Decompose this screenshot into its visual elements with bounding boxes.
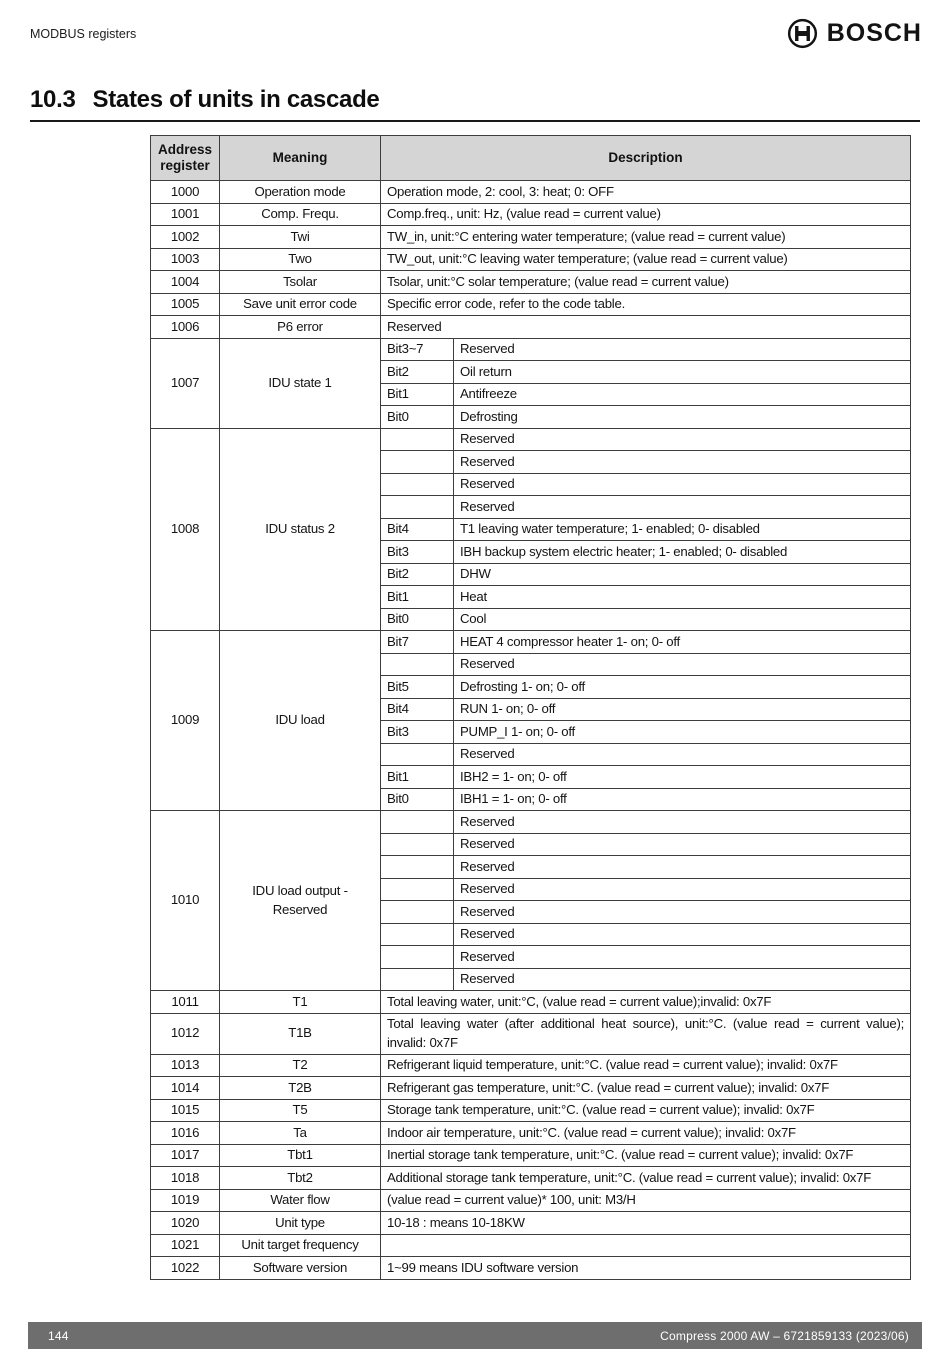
- bit-description-cell: Cool: [454, 608, 911, 631]
- bit-description-cell: Reserved: [454, 856, 911, 879]
- brand-logo: [787, 18, 922, 49]
- bit-label-cell: [381, 451, 454, 474]
- address-cell: 1007: [151, 338, 220, 428]
- table-row: [151, 1234, 911, 1257]
- table-row: [151, 1122, 911, 1145]
- table-row: [151, 811, 911, 834]
- meaning-cell: Ta: [220, 1122, 381, 1145]
- address-cell: 1012: [151, 1013, 220, 1054]
- table-row: [151, 991, 911, 1014]
- bit-description-cell: Reserved: [454, 811, 911, 834]
- bit-label-cell: Bit0: [381, 406, 454, 429]
- bit-label-cell: [381, 653, 454, 676]
- description-cell: 10-18 : means 10-18KW: [381, 1212, 911, 1235]
- description-cell: Comp.freq., unit: Hz, (value read = current value): [381, 203, 911, 226]
- bit-description-cell: Oil return: [454, 361, 911, 384]
- bit-label-cell: Bit1: [381, 766, 454, 789]
- address-cell: 1004: [151, 271, 220, 294]
- bit-label-cell: Bit2: [381, 361, 454, 384]
- description-cell: TW_in, unit:°C entering water temperature; (value read = current value): [381, 226, 911, 249]
- meaning-cell: Two: [220, 248, 381, 271]
- bit-label-cell: [381, 856, 454, 879]
- bit-label-cell: [381, 428, 454, 451]
- address-cell: 1020: [151, 1212, 220, 1235]
- column-header-meaning: Meaning: [220, 136, 381, 181]
- meaning-cell: Comp. Frequ.: [220, 203, 381, 226]
- table-row: [151, 293, 911, 316]
- bit-label-cell: [381, 833, 454, 856]
- bit-description-cell: RUN 1- on; 0- off: [454, 698, 911, 721]
- address-cell: 1005: [151, 293, 220, 316]
- address-cell: 1017: [151, 1144, 220, 1167]
- section-title-text: States of units in cascade: [92, 86, 380, 113]
- table-row: [151, 631, 911, 654]
- running-header-label: MODBUS registers: [30, 27, 137, 41]
- table-header: [151, 136, 911, 181]
- bit-label-cell: Bit3~7: [381, 338, 454, 361]
- description-cell: [381, 1234, 911, 1257]
- description-cell: Tsolar, unit:°C solar temperature; (value read = current value): [381, 271, 911, 294]
- bit-description-cell: Reserved: [454, 901, 911, 924]
- bit-description-cell: Reserved: [454, 451, 911, 474]
- meaning-cell: IDU status 2: [220, 428, 381, 631]
- doc-reference: Compress 2000 AW – 6721859133 (2023/06): [660, 1328, 909, 1343]
- bit-label-cell: [381, 878, 454, 901]
- bit-description-cell: Heat: [454, 586, 911, 609]
- bit-label-cell: Bit0: [381, 788, 454, 811]
- table-row: [151, 1013, 911, 1054]
- bit-description-cell: Reserved: [454, 743, 911, 766]
- section-number: 10.3: [30, 86, 76, 113]
- description-cell: Refrigerant liquid temperature, unit:°C. (value read = current value); invalid: 0x7F: [381, 1054, 911, 1077]
- description-cell: Total leaving water (after additional heat source), unit:°C. (value read = current value); invalid: 0x7F: [381, 1013, 911, 1054]
- bit-description-cell: T1 leaving water temperature; 1- enabled; 0- disabled: [454, 518, 911, 541]
- table-row: [151, 248, 911, 271]
- bit-description-cell: Reserved: [454, 338, 911, 361]
- page-number: 144: [48, 1328, 69, 1343]
- bit-description-cell: PUMP_I 1- on; 0- off: [454, 721, 911, 744]
- address-cell: 1016: [151, 1122, 220, 1145]
- bit-label-cell: Bit0: [381, 608, 454, 631]
- address-cell: 1015: [151, 1099, 220, 1122]
- bit-label-cell: [381, 811, 454, 834]
- column-header-description: Description: [381, 136, 911, 181]
- meaning-cell: IDU load: [220, 631, 381, 811]
- meaning-cell: T2: [220, 1054, 381, 1077]
- bit-label-cell: [381, 743, 454, 766]
- bit-label-cell: Bit5: [381, 676, 454, 699]
- description-cell: Refrigerant gas temperature, unit:°C. (value read = current value); invalid: 0x7F: [381, 1077, 911, 1100]
- bosch-armature-icon: [787, 18, 818, 49]
- meaning-cell: Water flow: [220, 1189, 381, 1212]
- table-row: [151, 1257, 911, 1280]
- page-footer: [28, 1322, 922, 1349]
- description-cell: TW_out, unit:°C leaving water temperature; (value read = current value): [381, 248, 911, 271]
- address-cell: 1001: [151, 203, 220, 226]
- bit-description-cell: Antifreeze: [454, 383, 911, 406]
- bit-label-cell: [381, 496, 454, 519]
- bit-description-cell: Reserved: [454, 653, 911, 676]
- description-cell: Storage tank temperature, unit:°C. (value read = current value); invalid: 0x7F: [381, 1099, 911, 1122]
- description-cell: Operation mode, 2: cool, 3: heat; 0: OFF: [381, 181, 911, 204]
- bit-description-cell: IBH2 = 1- on; 0- off: [454, 766, 911, 789]
- meaning-cell: IDU load output - Reserved: [220, 811, 381, 991]
- meaning-cell: P6 error: [220, 316, 381, 339]
- bit-description-cell: Reserved: [454, 923, 911, 946]
- bit-label-cell: [381, 923, 454, 946]
- meaning-cell: Tsolar: [220, 271, 381, 294]
- table-row: [151, 181, 911, 204]
- meaning-cell: Unit type: [220, 1212, 381, 1235]
- bit-description-cell: Defrosting 1- on; 0- off: [454, 676, 911, 699]
- description-cell: Indoor air temperature, unit:°C. (value read = current value); invalid: 0x7F: [381, 1122, 911, 1145]
- bit-label-cell: [381, 968, 454, 991]
- address-cell: 1021: [151, 1234, 220, 1257]
- address-cell: 1002: [151, 226, 220, 249]
- meaning-cell: T1B: [220, 1013, 381, 1054]
- table-row: [151, 1054, 911, 1077]
- table-row: [151, 1212, 911, 1235]
- brand-name: BOSCH: [826, 19, 922, 47]
- bit-label-cell: Bit3: [381, 541, 454, 564]
- table-row: [151, 316, 911, 339]
- bit-description-cell: Reserved: [454, 968, 911, 991]
- bit-description-cell: IBH backup system electric heater; 1- enabled; 0- disabled: [454, 541, 911, 564]
- address-cell: 1009: [151, 631, 220, 811]
- table-row: [151, 203, 911, 226]
- description-cell: (value read = current value)* 100, unit: M3/H: [381, 1189, 911, 1212]
- address-cell: 1011: [151, 991, 220, 1014]
- bit-description-cell: Defrosting: [454, 406, 911, 429]
- address-cell: 1018: [151, 1167, 220, 1190]
- description-cell: Total leaving water, unit:°C, (value read = current value);invalid: 0x7F: [381, 991, 911, 1014]
- modbus-register-table: [150, 135, 911, 1280]
- bit-label-cell: Bit4: [381, 698, 454, 721]
- description-cell: Specific error code, refer to the code table.: [381, 293, 911, 316]
- meaning-cell: T1: [220, 991, 381, 1014]
- bit-label-cell: [381, 946, 454, 969]
- bit-description-cell: Reserved: [454, 428, 911, 451]
- bit-label-cell: Bit3: [381, 721, 454, 744]
- table-row: [151, 271, 911, 294]
- meaning-cell: T5: [220, 1099, 381, 1122]
- description-cell: Inertial storage tank temperature, unit:°C. (value read = current value); invalid: 0x7F: [381, 1144, 911, 1167]
- address-cell: 1006: [151, 316, 220, 339]
- table-header-row: [151, 136, 911, 181]
- table-row: [151, 1144, 911, 1167]
- title-rule: [30, 120, 920, 122]
- table-row: [151, 338, 911, 361]
- bit-description-cell: Reserved: [454, 496, 911, 519]
- bit-label-cell: Bit2: [381, 563, 454, 586]
- bit-label-cell: Bit1: [381, 383, 454, 406]
- column-header-address: Address register: [151, 136, 220, 181]
- meaning-cell: Save unit error code: [220, 293, 381, 316]
- address-cell: 1022: [151, 1257, 220, 1280]
- bit-label-cell: [381, 473, 454, 496]
- section-heading: [30, 86, 379, 114]
- description-cell: Additional storage tank temperature, unit:°C. (value read = current value); invalid: 0x7F: [381, 1167, 911, 1190]
- meaning-cell: Software version: [220, 1257, 381, 1280]
- address-cell: 1013: [151, 1054, 220, 1077]
- bit-description-cell: Reserved: [454, 946, 911, 969]
- meaning-cell: Twi: [220, 226, 381, 249]
- description-cell: 1~99 means IDU software version: [381, 1257, 911, 1280]
- meaning-cell: Operation mode: [220, 181, 381, 204]
- bit-description-cell: Reserved: [454, 833, 911, 856]
- table-row: [151, 226, 911, 249]
- meaning-cell: Unit target frequency: [220, 1234, 381, 1257]
- description-cell: Reserved: [381, 316, 911, 339]
- bit-description-cell: Reserved: [454, 473, 911, 496]
- meaning-cell: T2B: [220, 1077, 381, 1100]
- bit-description-cell: IBH1 = 1- on; 0- off: [454, 788, 911, 811]
- table-row: [151, 1077, 911, 1100]
- address-cell: 1019: [151, 1189, 220, 1212]
- address-cell: 1010: [151, 811, 220, 991]
- bit-label-cell: [381, 901, 454, 924]
- meaning-cell: IDU state 1: [220, 338, 381, 428]
- table-row: [151, 428, 911, 451]
- table-row: [151, 1189, 911, 1212]
- register-table-body: [151, 181, 911, 1280]
- bit-label-cell: Bit1: [381, 586, 454, 609]
- address-cell: 1000: [151, 181, 220, 204]
- address-cell: 1003: [151, 248, 220, 271]
- address-cell: 1014: [151, 1077, 220, 1100]
- table-row: [151, 1167, 911, 1190]
- bit-description-cell: Reserved: [454, 878, 911, 901]
- address-cell: 1008: [151, 428, 220, 631]
- bit-description-cell: HEAT 4 compressor heater 1- on; 0- off: [454, 631, 911, 654]
- meaning-cell: Tbt2: [220, 1167, 381, 1190]
- bit-description-cell: DHW: [454, 563, 911, 586]
- bit-label-cell: Bit7: [381, 631, 454, 654]
- bit-label-cell: Bit4: [381, 518, 454, 541]
- table-row: [151, 1099, 911, 1122]
- meaning-cell: Tbt1: [220, 1144, 381, 1167]
